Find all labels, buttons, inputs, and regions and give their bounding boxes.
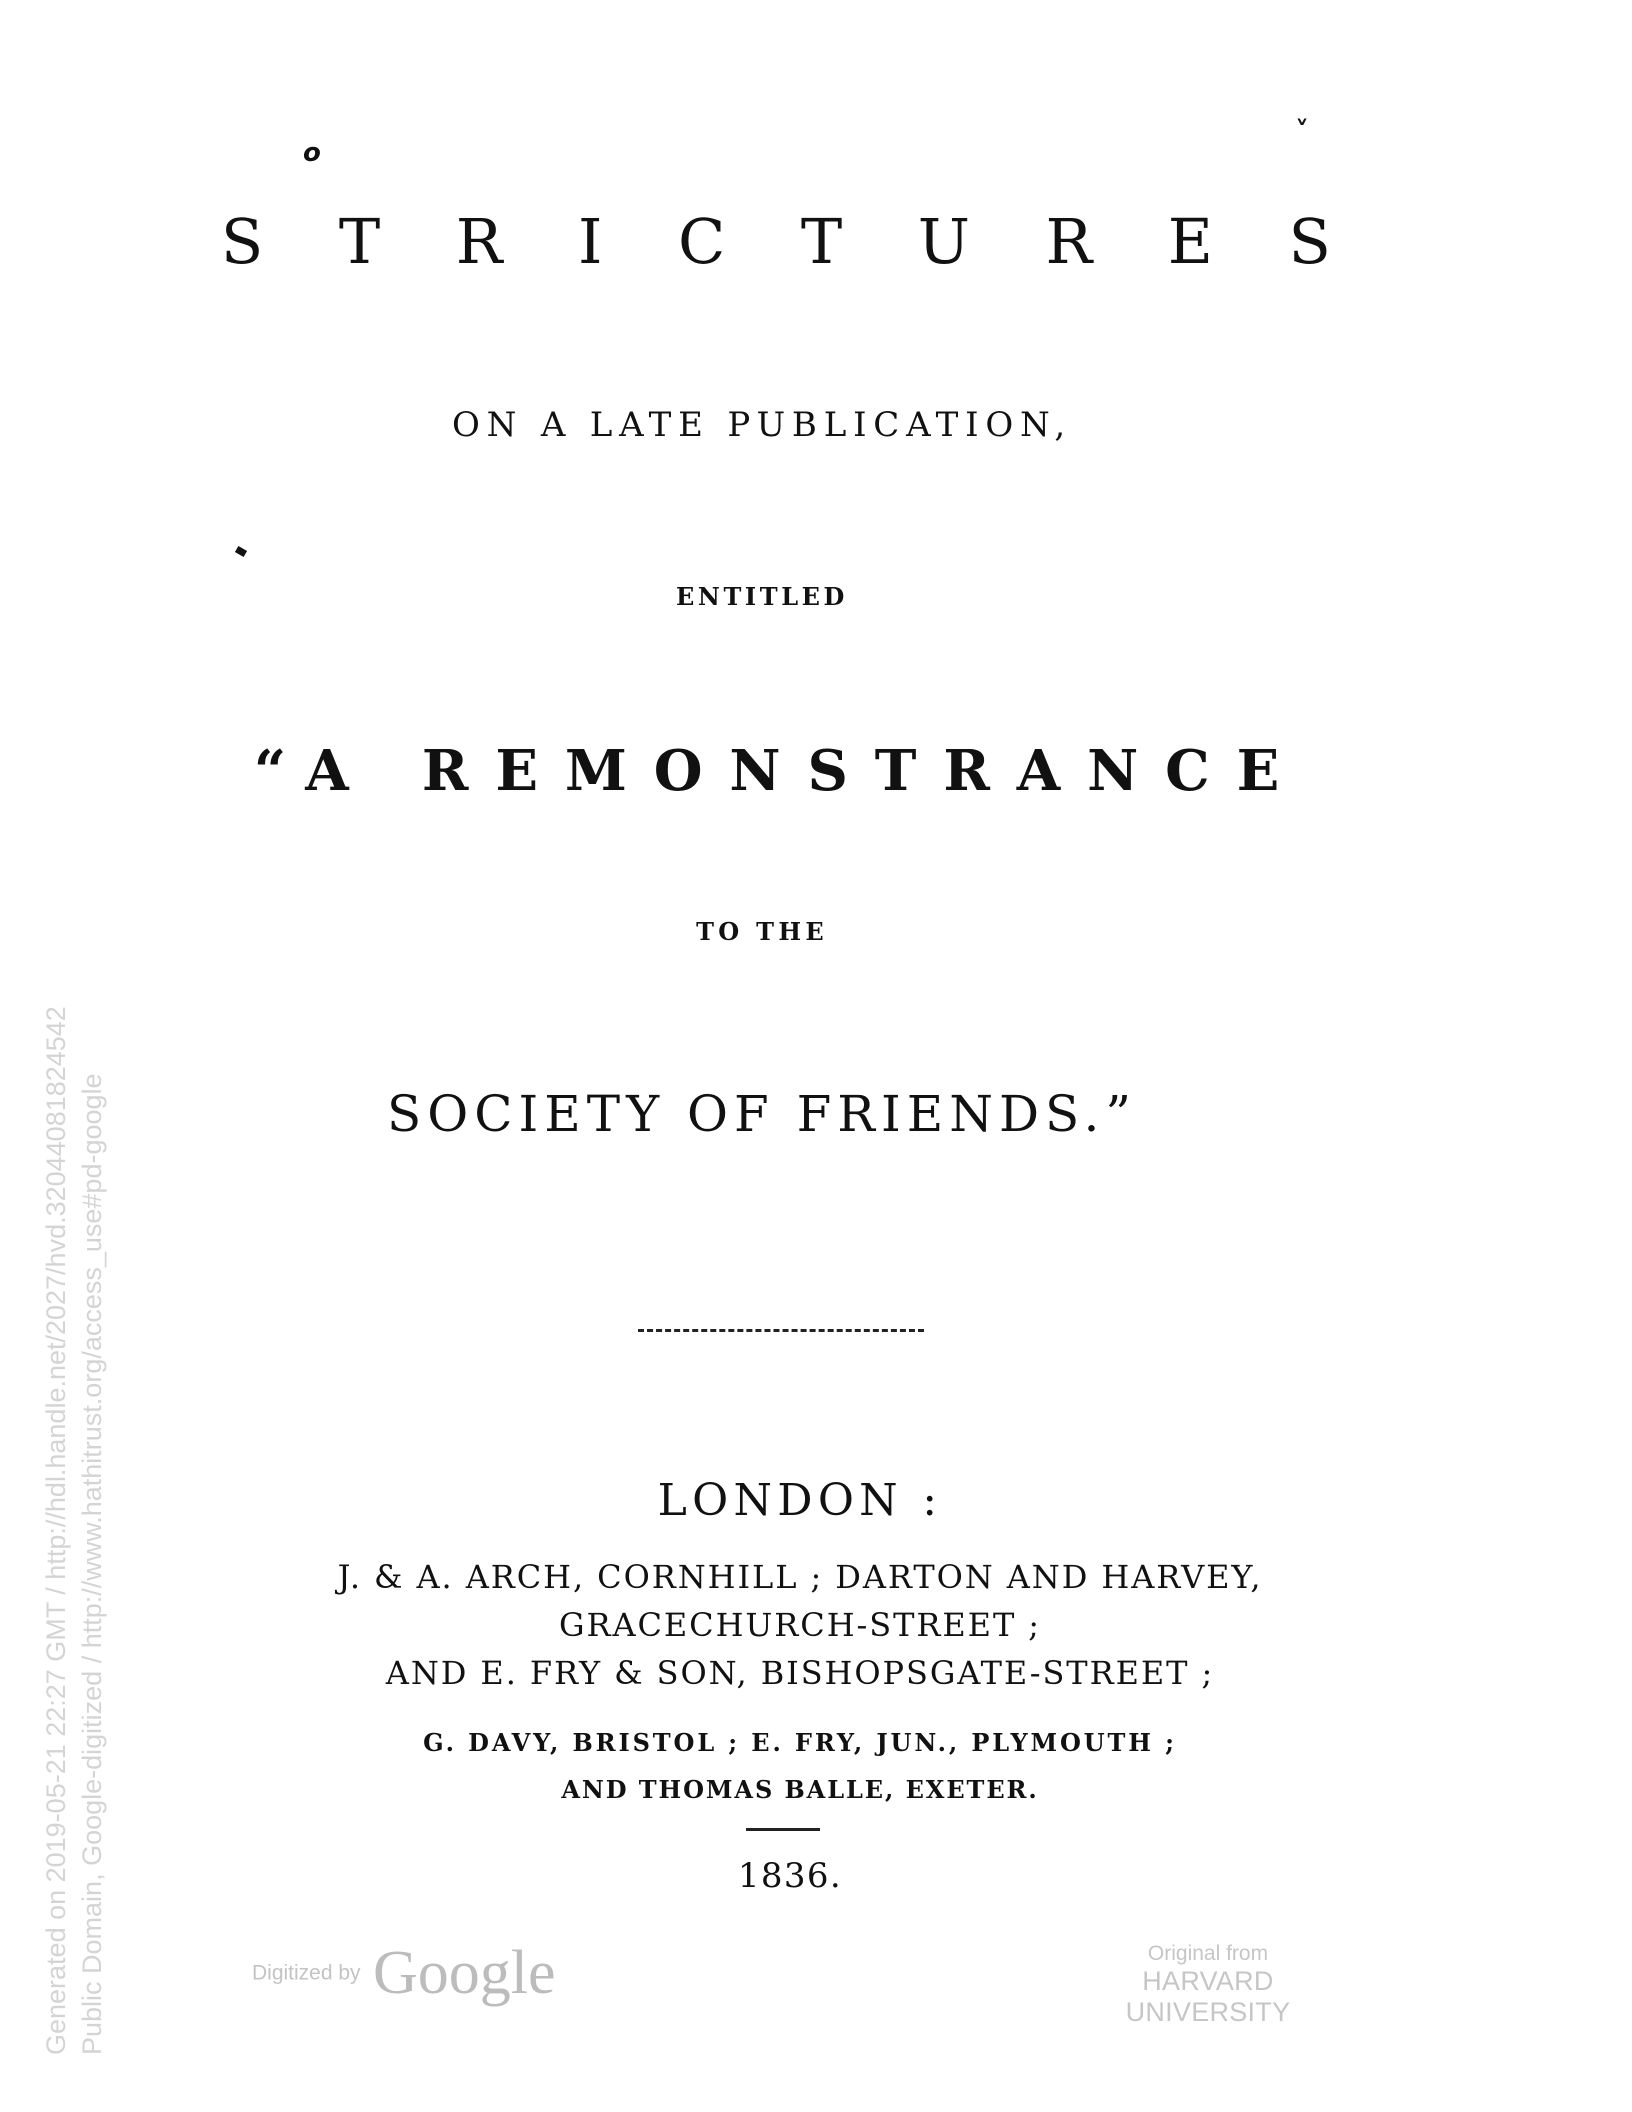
short-rule [746, 1828, 820, 1831]
original-from-label: Original from [1147, 1942, 1269, 1965]
subtitle: ON A LATE PUBLICATION, [452, 405, 1072, 445]
publisher-line: AND E. FRY & SON, BISHOPSGATE-STREET ; [385, 1654, 1215, 1692]
original-from-credit [1068, 1942, 1348, 2028]
digitized-by-label: Digitized by [252, 1961, 361, 1985]
publisher-line: GRACECHURCH-STREET ; [558, 1606, 1042, 1644]
entitled-label: ENTITLED [676, 582, 848, 611]
imprint-city: LONDON : [657, 1475, 943, 1526]
agent-line: AND THOMAS BALLE, EXETER. [561, 1775, 1039, 1804]
watermark-line-generated: Generated on 2019-05-21 22:27 GMT / http://hdl.handle.net/2027/hvd.32044081824542 [41, 1006, 71, 2055]
ink-speck: ˬ [1295, 92, 1309, 125]
remonstrance-title: “A REMONSTRANCE [253, 738, 1307, 804]
hathitrust-watermark [38, 1006, 110, 2055]
digitized-by-google-logo [252, 1938, 556, 2009]
divider-rule [638, 1329, 924, 1332]
society-title: SOCIETY OF FRIENDS.” [387, 1085, 1137, 1143]
publication-year: 1836. [737, 1856, 843, 1896]
ink-speck: o [303, 138, 321, 168]
watermark-line-rights: Public Domain, Google-digitized / http://www.hathitrust.org/access_use#pd-google [77, 1073, 107, 2055]
google-logo: Google [373, 1939, 556, 2007]
publisher-line: J. & A. ARCH, CORNHILL ; DARTON AND HARVEY, [337, 1558, 1263, 1596]
agent-line: G. DAVY, BRISTOL ; E. FRY, JUN., PLYMOUTH ; [423, 1728, 1177, 1757]
book-title: S T R I C T U R E S [220, 205, 1359, 278]
to-the-label: TO THE [696, 917, 828, 946]
ink-speck [235, 546, 247, 557]
institution-name: HARVARD UNIVERSITY [1125, 1966, 1291, 2027]
